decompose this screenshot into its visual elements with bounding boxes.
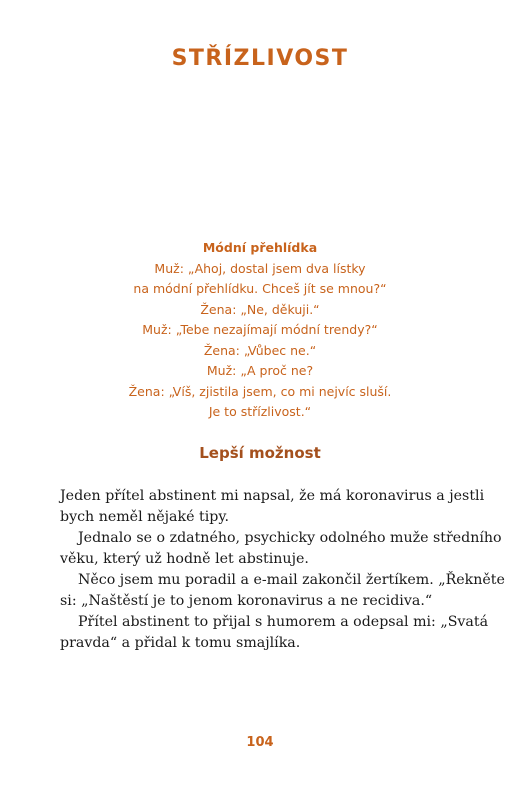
- text-line: Něco jsem mu poradil a e-mail zakončil žertíkem. „Řekněte: [78, 572, 505, 588]
- joke-title: Módní přehlídka: [202, 240, 318, 255]
- joke-line: Muž: „Ahoj, dostal jsem dva lístky: [154, 260, 366, 276]
- text-line: Přítel abstinent to přijal s humorem a odepsal mi: „Svatá: [78, 614, 489, 630]
- joke-line: Je to střízlivost.“: [208, 404, 312, 419]
- text-line: pravda“ a přidal k tomu smajlíka.: [60, 635, 301, 651]
- chapter-title: STŘÍZLIVOST: [171, 46, 349, 71]
- paragraph: [60, 570, 505, 612]
- joke-line: Muž: „Tebe nezajímají módní trendy?“: [142, 322, 378, 337]
- text-line: Jeden přítel abstinent mi napsal, že má koronavirus a jestli: [60, 488, 485, 504]
- paragraph: [60, 612, 489, 654]
- text-line: bych neměl nějaké tipy.: [60, 509, 229, 525]
- section-title: Lepší možnost: [199, 444, 321, 462]
- paragraph: [60, 486, 485, 528]
- body-text: [60, 486, 505, 654]
- joke-line: Žena: „Víš, zjistila jsem, co mi nejvíc sluší.: [128, 383, 392, 399]
- text-line: si: „Naštěstí je to jenom koronavirus a ne recidiva.“: [60, 593, 433, 609]
- joke-line: Žena: „Ne, děkuji.“: [200, 301, 320, 317]
- paragraph: [60, 528, 502, 570]
- joke-line: na módní přehlídku. Chceš jít se mnou?“: [133, 281, 387, 296]
- joke-line: Muž: „A proč ne?: [206, 363, 314, 378]
- text-line: věku, který už hodně let abstinuje.: [60, 551, 309, 567]
- page-number: 104: [246, 735, 274, 750]
- joke-block: [0, 238, 520, 423]
- joke-line: Žena: „Vůbec ne.“: [203, 342, 317, 358]
- text-line: Jednalo se o zdatného, psychicky odolného muže středního: [78, 530, 502, 546]
